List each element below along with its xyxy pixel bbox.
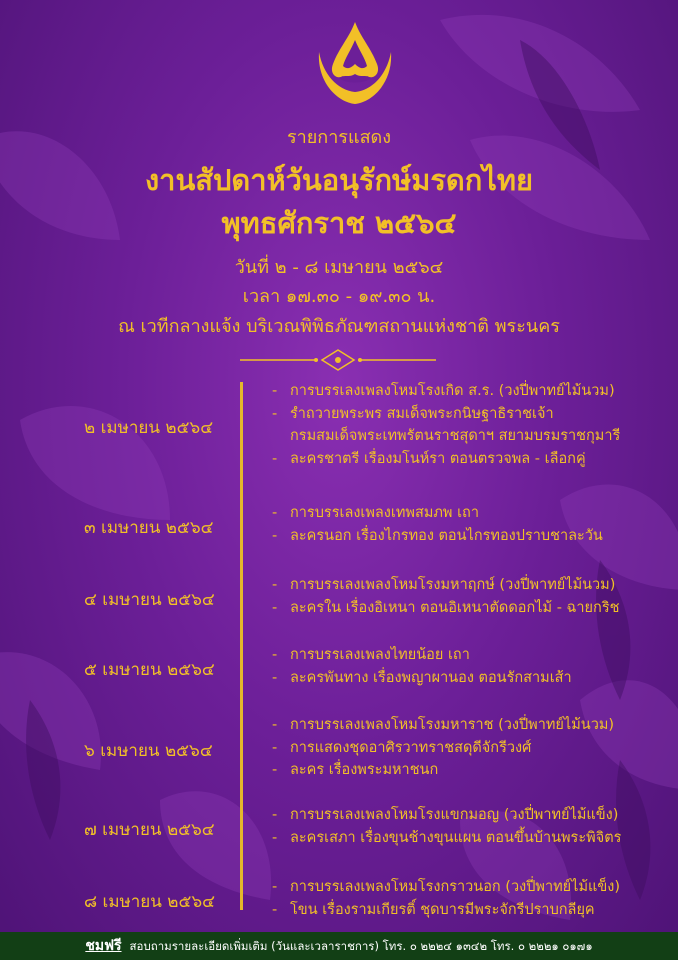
program-item-text: ละครเสภา เรื่องขุนช้างขุนแผน ตอนขึ้นบ้านพระพิจิตร [290, 829, 622, 846]
program-item-text: กรมสมเด็จพระเทพรัตนราชสุดาฯ สยามบรมราชกุมารี [290, 428, 621, 444]
bullet-dash-icon: - [272, 505, 278, 521]
page-title-line1: งานสัปดาห์วันอนุรักษ์มรดกไทย [145, 163, 533, 197]
footer-bar [0, 932, 678, 960]
bullet-dash-icon: - [272, 647, 278, 663]
program-item [272, 804, 672, 827]
program-item-text: ละครนอก เรื่องไกรทอง ตอนไกรทองปราบชาละวัน [290, 527, 603, 544]
program-list [272, 380, 672, 470]
bullet-dash-icon: - [272, 450, 278, 467]
timeline-bar [240, 382, 243, 910]
bullet-dash-icon: - [272, 577, 278, 593]
program-list [272, 502, 672, 547]
program-item [272, 597, 672, 620]
program-item-text: ละครชาตรี เรื่องมโนห์รา ตอนตรวจพล - เลือกคู่ [290, 450, 586, 467]
program-item [272, 644, 672, 667]
schedule-date: ๓ เมษายน ๒๕๖๔ [84, 517, 214, 538]
schedule-date: ๘ เมษายน ๒๕๖๔ [84, 891, 216, 912]
program-item [272, 737, 672, 760]
bullet-dash-icon: - [272, 383, 278, 399]
program-item-text: การบรรเลงเพลงโหมโรงกราวนอก (วงปี่พาทย์ไม้แข็ง) [290, 879, 620, 895]
emblem-logo-icon [309, 18, 401, 110]
program-list [272, 804, 672, 849]
footer-contact-info: สอบถามรายละเอียดเพิ่มเติม (วันและเวลาราชการ) โทร. ๐ ๒๒๒๔ ๑๓๔๒ โทร. ๐ ๒๒๒๑ ๐๑๗๑ [129, 939, 593, 953]
bullet-dash-icon: - [272, 807, 278, 823]
program-item [272, 425, 672, 448]
program-item [272, 502, 672, 525]
event-dates: วันที่ ๒ - ๘ เมษายน ๒๕๖๔ [234, 257, 444, 278]
schedule-date: ๗ เมษายน ๒๕๖๔ [84, 819, 215, 840]
program-list [272, 574, 672, 619]
bullet-dash-icon: - [272, 901, 278, 918]
program-item-text: การแสดงชุดอาศิรวาทราชสดุดีจักรีวงศ์ [290, 739, 532, 756]
bullet-dash-icon: - [272, 527, 278, 544]
bullet-dash-icon: - [272, 717, 278, 733]
page-title-line2: พุทธศักราช ๒๕๖๔ [221, 206, 457, 240]
schedule-date: ๕ เมษายน ๒๕๖๔ [84, 659, 215, 680]
ornament-divider-icon [238, 348, 438, 372]
program-item-text: การบรรเลงเพลงโหมโรงมหาราช (วงปี่พาทย์ไม้นวม) [290, 717, 615, 733]
program-item-text: การบรรเลงเพลงเทพสมภพ เถา [290, 505, 479, 521]
program-item [272, 899, 672, 922]
program-item [272, 403, 672, 426]
program-item [272, 380, 672, 403]
program-item-text: การบรรเลงเพลงโหมโรงมหาฤกษ์ (วงปี่พาทย์ไม้นวม) [290, 577, 616, 593]
program-item-text: ละคร เรื่องพระมหาชนก [290, 762, 439, 778]
bullet-dash-icon: - [272, 879, 278, 895]
program-item-text: ละครใน เรื่องอิเหนา ตอนอิเหนาตัดดอกไม้ - ฉายกริช [290, 599, 620, 616]
program-item [272, 667, 672, 690]
bullet-dash-icon: - [272, 739, 278, 756]
program-item-text: ละครพันทาง เรื่องพญาผานอง ตอนรักสามเส้า [290, 669, 572, 686]
program-item-text: การบรรเลงเพลงโหมโรงแขกมอญ (วงปี่พาทย์ไม้แข็ง) [290, 807, 619, 823]
program-list [272, 644, 672, 689]
bullet-dash-icon: - [272, 405, 278, 422]
program-item [272, 876, 672, 899]
program-item-text: การบรรเลงเพลงไทยน้อย เถา [290, 647, 470, 663]
schedule-date: ๔ เมษายน ๒๕๖๔ [84, 589, 215, 610]
schedule-date: ๖ เมษายน ๒๕๖๔ [84, 740, 213, 761]
program-item [272, 448, 672, 471]
event-time: เวลา ๑๗.๓๐ - ๑๙.๓๐ น. [242, 286, 436, 307]
bullet-dash-icon: - [272, 669, 278, 686]
program-item [272, 714, 672, 737]
bullet-dash-icon: - [272, 599, 278, 616]
event-venue: ณ เวทีกลางแจ้ง บริเวณพิพิธภัณฑสถานแห่งชาติ พระนคร [118, 316, 560, 337]
subtitle: รายการแสดง [286, 127, 392, 148]
program-item [272, 525, 672, 548]
program-item [272, 827, 672, 850]
bullet-dash-icon: - [272, 829, 278, 846]
bullet-dash-icon: - [272, 762, 278, 778]
program-list [272, 876, 672, 921]
program-item-text: รำถวายพระพร สมเด็จพระกนิษฐาธิราชเจ้า [290, 405, 554, 422]
program-list [272, 714, 672, 782]
program-item-text: โขน เรื่องรามเกียรติ์ ชุดบารมีพระจักรีปราบกลียุค [290, 901, 595, 918]
program-item [272, 759, 672, 782]
program-item [272, 574, 672, 597]
free-admission-label: ชมฟรี [85, 938, 122, 954]
program-item-text: การบรรเลงเพลงโหมโรงเกิด ส.ร. (วงปี่พาทย์ไม้นวม) [290, 383, 615, 399]
schedule-date: ๒ เมษายน ๒๕๖๔ [84, 418, 214, 438]
